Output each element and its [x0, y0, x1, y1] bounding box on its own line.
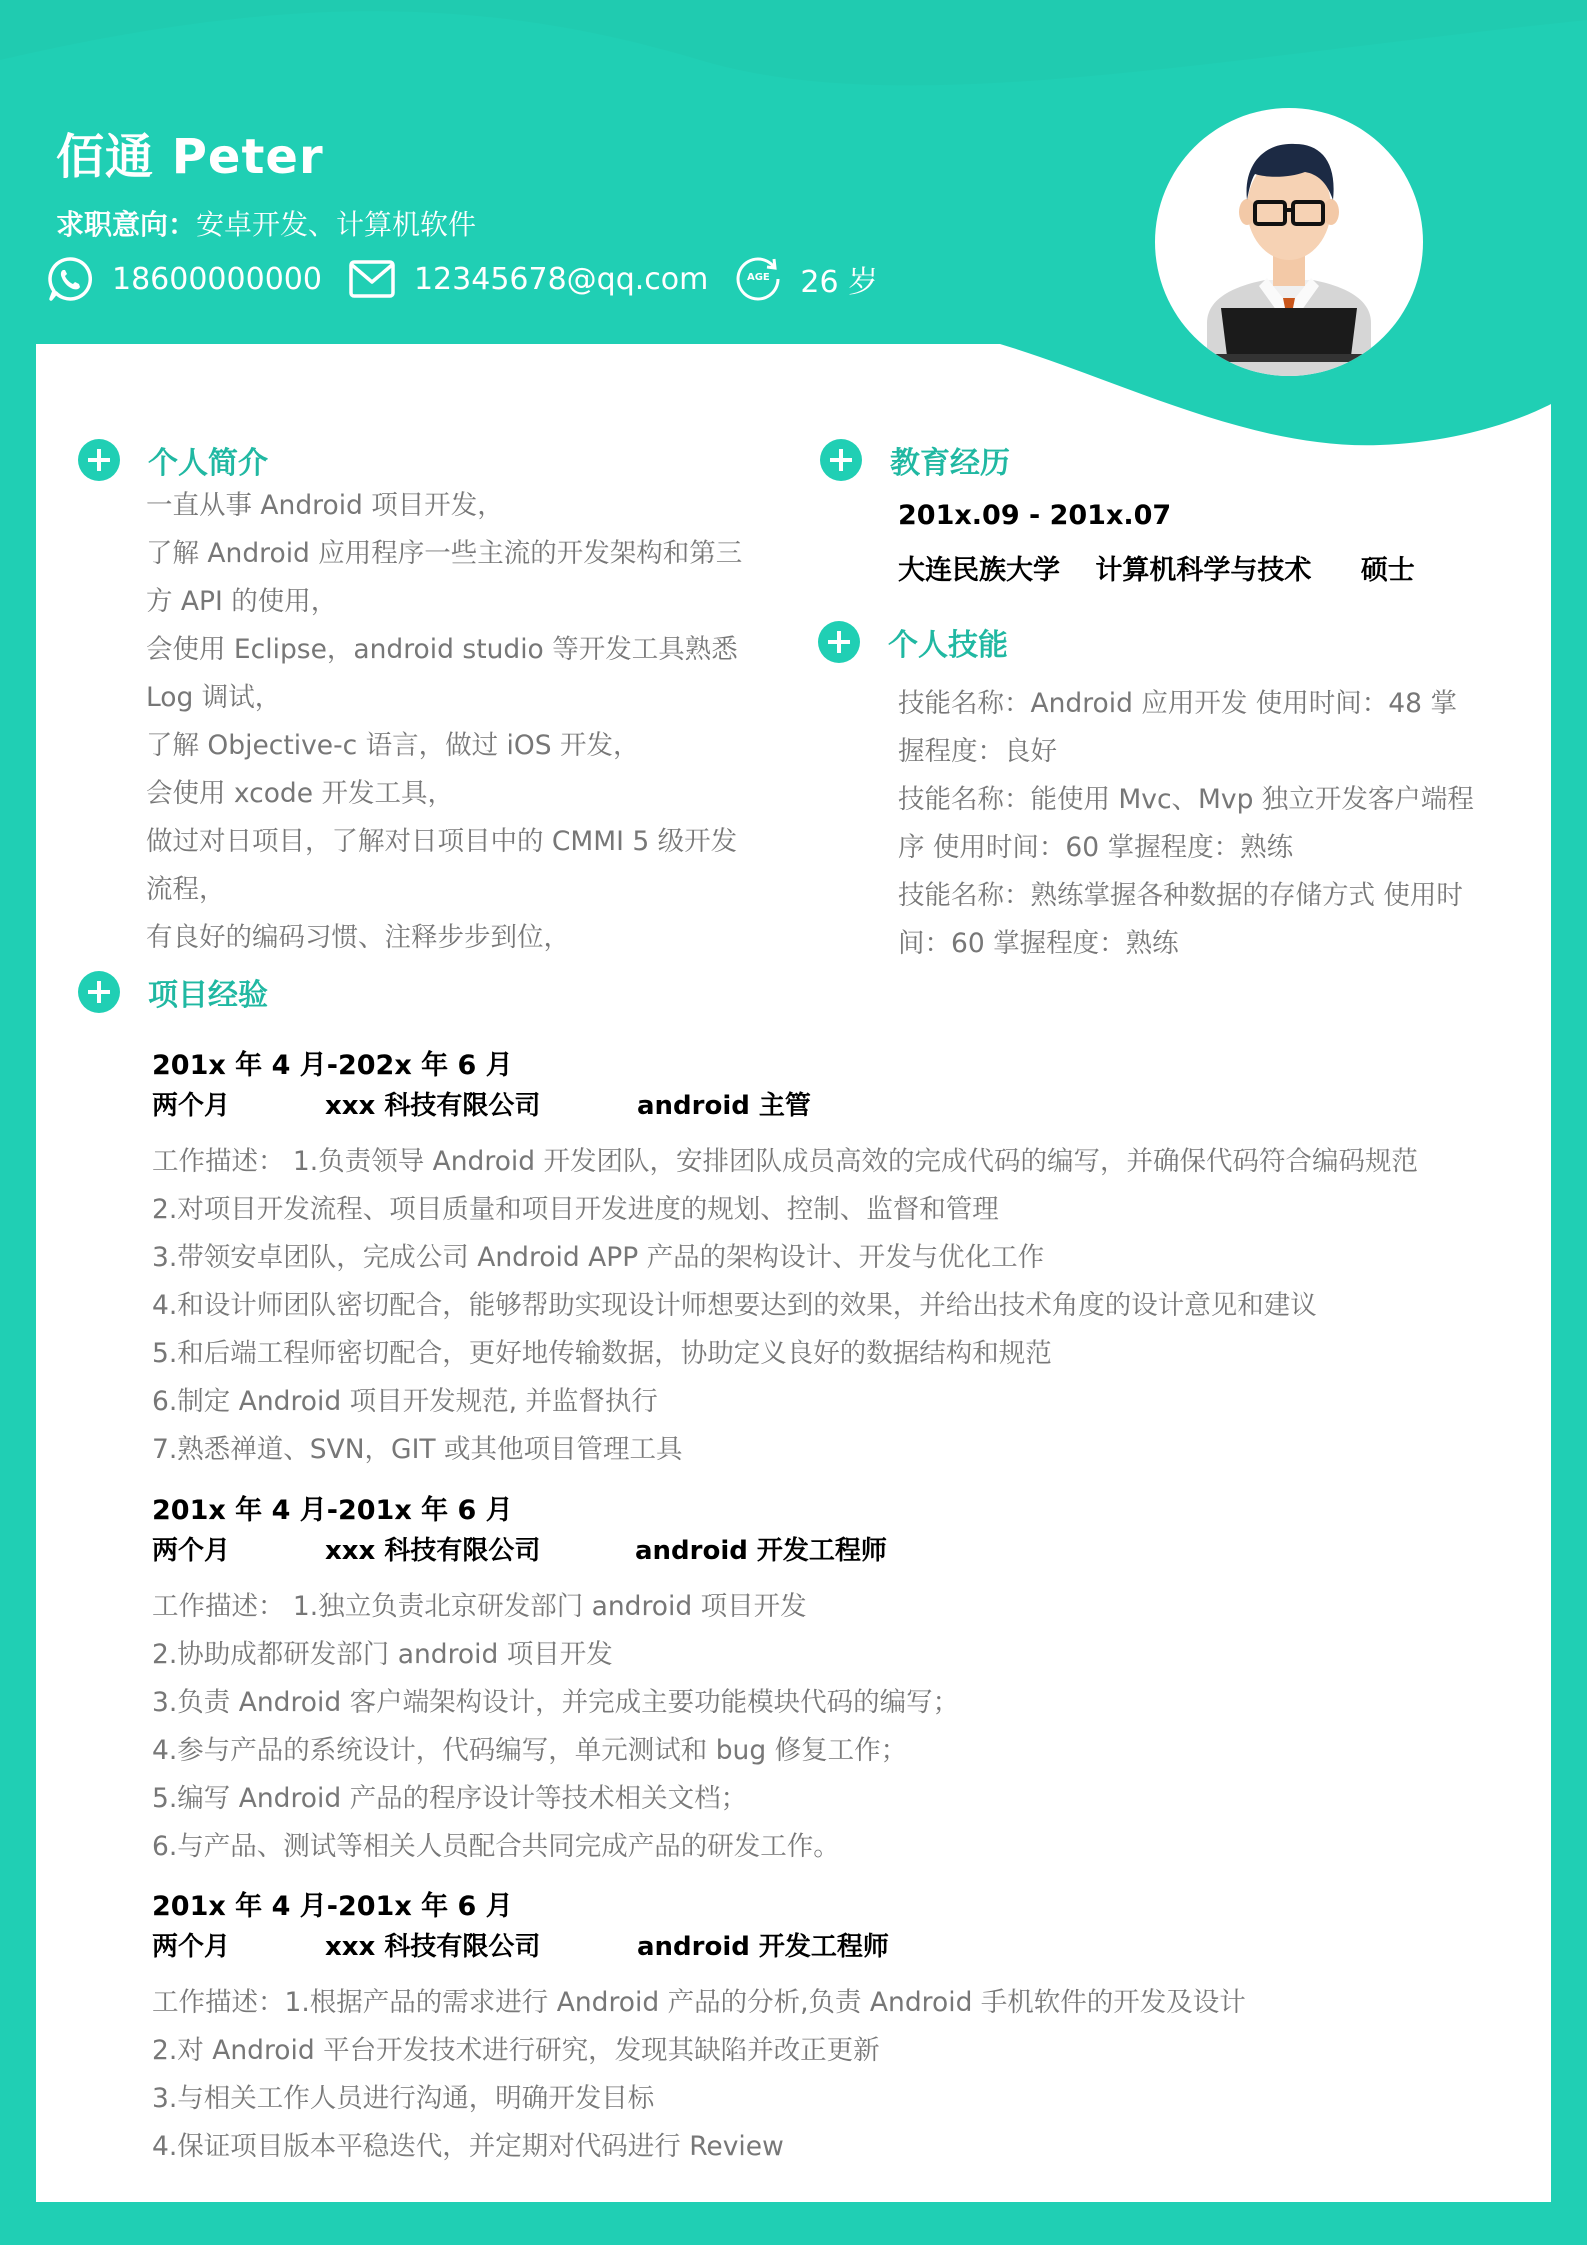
profile-text [146, 482, 742, 962]
project-company: xxx 科技有限公司 [325, 1932, 541, 1962]
whatsapp-phone-icon [46, 255, 94, 303]
project-meta [152, 1927, 1246, 1967]
skill-line: 握程度：良好 [898, 736, 1057, 767]
project-description [152, 1138, 1418, 1474]
profile-line: 有良好的编码习惯、注释步步到位， [146, 922, 570, 953]
profile-line: 流程， [146, 874, 226, 905]
plus-icon [78, 971, 120, 1013]
email-address: 12345678@qq.com [413, 261, 709, 297]
section-education [820, 438, 1010, 482]
section-profile [78, 438, 268, 482]
skill-line: 技能名称：熟练掌握各种数据的存储方式 使用时 [898, 880, 1463, 911]
education-row [898, 548, 1415, 587]
job-intent-value: 安卓开发、计算机软件 [196, 208, 477, 241]
project-line: 工作描述：1.根据产品的需求进行 Android 产品的分析,负责 Android 手机软件的开发及设计 [152, 1987, 1246, 2018]
project-duration: 两个月 [152, 1536, 231, 1566]
project-period: 201x 年 4 月-201x 年 6 月 [152, 1495, 513, 1526]
project-description [152, 1979, 1246, 2171]
section-title: 个人技能 [888, 628, 1008, 663]
project-line: 3.与相关工作人员进行沟通，明确开发目标 [152, 2083, 655, 2114]
project-line: 2.对项目开发流程、项目质量和项目开发进度的规划、控制、监督和管理 [152, 1194, 999, 1225]
project-line: 工作描述： 1.负责领导 Android 开发团队，安排团队成员高效的完成代码的编写，并确保代码符合编码规范 [152, 1146, 1419, 1177]
project-role: android 开发工程师 [637, 1932, 889, 1962]
section-title: 个人简介 [148, 446, 268, 481]
project-line: 工作描述： 1.独立负责北京研发部门 android 项目开发 [152, 1591, 807, 1622]
profile-line: 了解 Android 应用程序一些主流的开发架构和第三 [146, 538, 743, 569]
candidate-name: 佰通 Peter [56, 129, 324, 185]
education-school: 大连民族大学 [898, 555, 1060, 586]
project-item [152, 1887, 1246, 2171]
skill-line: 序 使用时间：60 掌握程度：熟练 [898, 832, 1294, 863]
project-role: android 开发工程师 [635, 1536, 887, 1566]
profile-line: 方 API 的使用， [146, 586, 338, 617]
project-line: 6.与产品、测试等相关人员配合共同完成产品的研发工作。 [152, 1831, 840, 1862]
project-line: 5.和后端工程师密切配合，更好地传输数据，协助定义良好的数据结构和规范 [152, 1338, 1052, 1369]
profile-line: 一直从事 Android 项目开发， [146, 490, 504, 521]
project-item [152, 1491, 959, 1871]
skill-line: 间：60 掌握程度：熟练 [898, 928, 1179, 959]
project-line: 7.熟悉禅道、SVN，GIT 或其他项目管理工具 [152, 1434, 683, 1465]
project-item [152, 1046, 1418, 1474]
skill-line: 技能名称：能使用 Mvc、Mvp 独立开发客户端程 [898, 784, 1474, 815]
age-value: 26 岁 [800, 265, 879, 300]
age-contact [734, 255, 878, 303]
project-line: 2.对 Android 平台开发技术进行研究，发现其缺陷并改正更新 [152, 2035, 880, 2066]
plus-icon [78, 439, 120, 481]
section-title: 教育经历 [890, 446, 1010, 481]
job-intent [56, 203, 476, 243]
project-role: android 主管 [637, 1091, 811, 1121]
project-period: 201x 年 4 月-202x 年 6 月 [152, 1050, 513, 1081]
contact-row [46, 255, 878, 303]
project-line: 3.负责 Android 客户端架构设计，并完成主要功能模块代码的编写； [152, 1687, 960, 1718]
profile-line: 会使用 xcode 开发工具， [146, 778, 454, 809]
education-period: 201x.09 - 201x.07 [898, 500, 1172, 531]
avatar-illustration [1155, 108, 1423, 376]
mail-icon [348, 259, 396, 299]
skills-text [898, 680, 1474, 968]
project-line: 4.参与产品的系统设计，代码编写，单元测试和 bug 修复工作； [152, 1735, 908, 1766]
section-skills [818, 620, 1008, 664]
project-company: xxx 科技有限公司 [325, 1091, 541, 1121]
project-line: 4.保证项目版本平稳迭代，并定期对代码进行 Review [152, 2131, 784, 2162]
email-contact [348, 259, 708, 299]
project-line: 4.和设计师团队密切配合，能够帮助实现设计师想要达到的效果，并给出技术角度的设计意见和建议 [152, 1290, 1317, 1321]
section-projects [78, 970, 268, 1014]
avatar [1155, 108, 1423, 376]
project-duration: 两个月 [152, 1932, 231, 1962]
job-intent-label: 求职意向： [56, 208, 197, 241]
profile-line: 做过对日项目，了解对日项目中的 CMMI 5 级开发 [146, 826, 738, 857]
phone-contact [46, 255, 322, 303]
age-badge-text: AGE [746, 272, 770, 283]
profile-line: 了解 Objective-c 语言，做过 iOS 开发， [146, 730, 640, 761]
phone-number: 18600000000 [112, 261, 322, 297]
project-period: 201x 年 4 月-201x 年 6 月 [152, 1891, 513, 1922]
plus-icon [820, 439, 862, 481]
project-line: 2.协助成都研发部门 android 项目开发 [152, 1639, 613, 1670]
section-title: 项目经验 [148, 978, 268, 1013]
project-line: 5.编写 Android 产品的程序设计等技术相关文档； [152, 1783, 748, 1814]
project-duration: 两个月 [152, 1091, 231, 1121]
project-line: 6.制定 Android 项目开发规范, 并监督执行 [152, 1386, 658, 1417]
project-meta [152, 1086, 1418, 1126]
skill-line: 技能名称：Android 应用开发 使用时间：48 掌 [898, 688, 1457, 719]
education-major: 计算机科学与技术 [1095, 555, 1312, 586]
project-meta [152, 1531, 959, 1571]
project-description [152, 1583, 959, 1871]
plus-icon [818, 621, 860, 663]
education-degree: 硕士 [1360, 555, 1415, 586]
profile-line: Log 调试， [146, 682, 282, 713]
project-line: 3.带领安卓团队，完成公司 Android APP 产品的架构设计、开发与优化工作 [152, 1242, 1045, 1273]
age-icon [734, 255, 782, 303]
project-company: xxx 科技有限公司 [325, 1536, 541, 1566]
profile-line: 会使用 Eclipse，android studio 等开发工具熟悉 [146, 634, 738, 665]
